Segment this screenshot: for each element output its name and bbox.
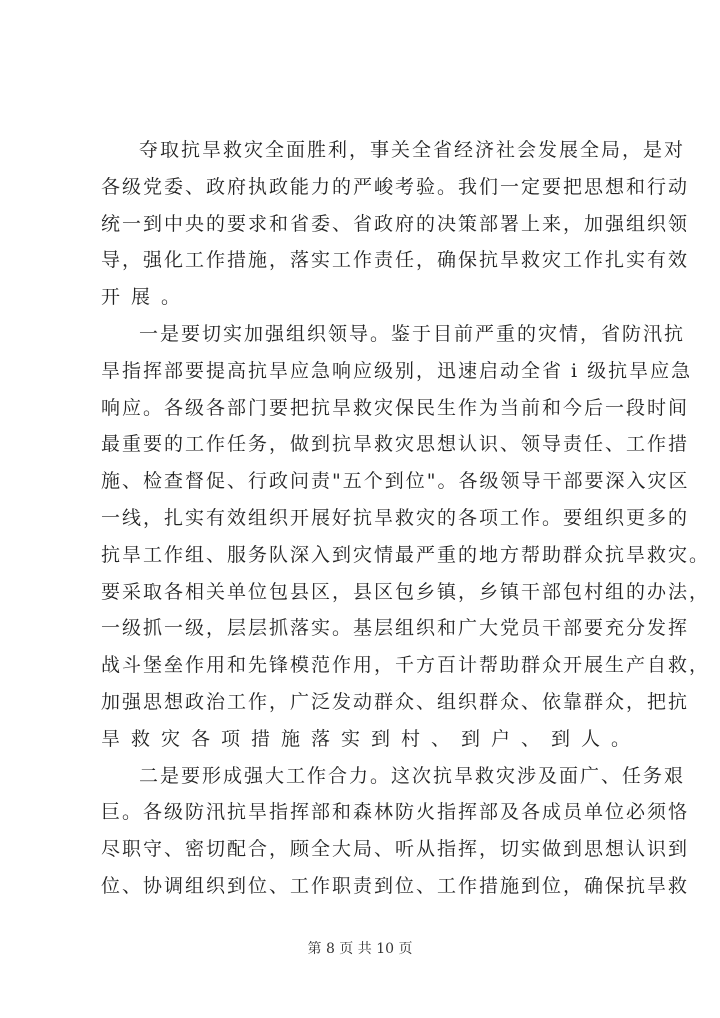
text-line: 最重要的工作任务，做到抗旱救灾思想认识、领导责任、工作措 [101, 433, 690, 456]
page-footer: 第 8 页 共 10 页 [307, 941, 413, 957]
text-line: 位、协调组织到位、工作职责到位、工作措施到位，确保抗旱救 [101, 874, 690, 897]
text-line: 响应。各级各部门要把抗旱救灾保民生作为当前和今后一段时间 [101, 396, 690, 419]
text-line: 一级抓一级，层层抓落实。基层组织和广大党员干部要充分发挥 [101, 617, 690, 640]
text-line: 旱指挥部要提高抗旱应急响应级别，迅速启动全省 i 级抗旱应急 [101, 359, 693, 382]
text-line: 夺取抗旱救灾全面胜利，事关全省经济社会发展全局，是对 [139, 139, 686, 161]
text-line: 二是要形成强大工作合力。这次抗旱救灾涉及面广、任务艰 [139, 764, 686, 787]
document-body [101, 132, 711, 905]
paragraph [101, 132, 690, 316]
paragraph [101, 758, 690, 905]
text-line: 巨。各级防汛抗旱指挥部和森林防火指挥部及各成员单位必须恪 [101, 801, 690, 824]
text-line: 施、检查督促、行政问责"五个到位"。各级领导干部要深入灾区 [101, 470, 690, 493]
text-line: 一线，扎实有效组织开展好抗旱救灾的各项工作。要组织更多的 [101, 506, 690, 529]
text-line: 尽职守、密切配合，顾全大局、听从指挥，切实做到思想认识到 [101, 838, 690, 861]
paragraph [101, 316, 711, 758]
text-line: 旱救灾各项措施落实到村、到户、到人。 [101, 727, 642, 750]
text-line: 战斗堡垒作用和先锋模范作用，千方百计帮助群众开展生产自救， [101, 654, 711, 677]
text-line: 抗旱工作组、服务队深入到灾情最严重的地方帮助群众抗旱救灾。 [101, 543, 711, 566]
text-line: 各级党委、政府执政能力的严峻考验。我们一定要把思想和行动 [101, 175, 690, 198]
text-line: 统一到中央的要求和省委、省政府的决策部署上来，加强组织领 [101, 212, 690, 235]
text-line: 一是要切实加强组织领导。鉴于目前严重的灾情，省防汛抗 [139, 322, 686, 345]
text-line: 开展。 [101, 286, 192, 309]
text-line: 要采取各相关单位包县区，县区包乡镇，乡镇干部包村组的办法， [101, 580, 711, 603]
text-line: 导，强化工作措施，落实工作责任，确保抗旱救灾工作扎实有效 [101, 249, 690, 272]
text-line: 加强思想政治工作，广泛发动群众、组织群众、依靠群众，把抗 [101, 690, 690, 713]
